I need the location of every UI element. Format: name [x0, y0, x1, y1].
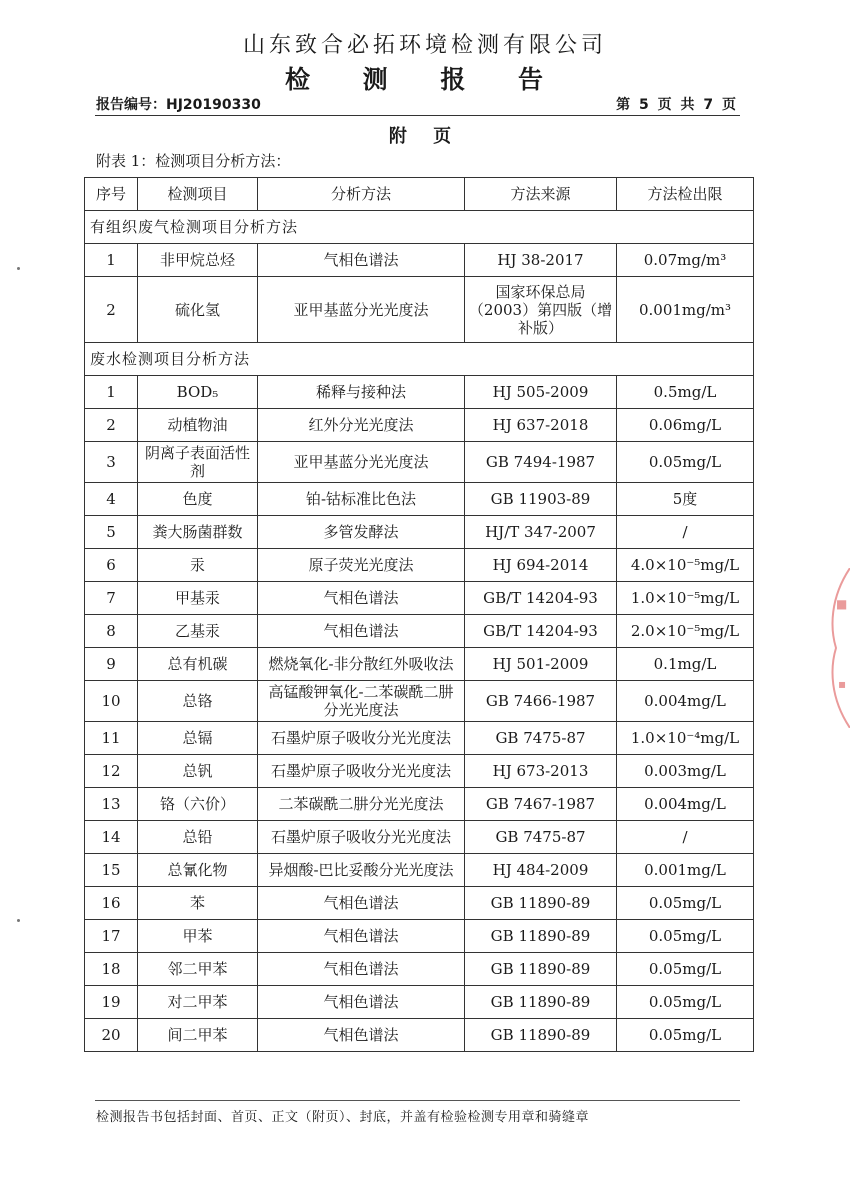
cell-source: 国家环保总局（2003）第四版（增补版）	[465, 277, 617, 343]
cell-limit: 2.0×10⁻⁵mg/L	[617, 615, 754, 648]
cell-limit: 0.004mg/L	[617, 788, 754, 821]
section-header-row	[85, 211, 754, 244]
table-row	[85, 483, 754, 516]
table-row	[85, 854, 754, 887]
cell-item: 对二甲苯	[138, 986, 258, 1019]
page-indicator: 第 5 页 共 7 页	[616, 97, 738, 113]
cell-limit: 1.0×10⁻⁴mg/L	[617, 722, 754, 755]
cell-method: 铂-钴标准比色法	[258, 483, 465, 516]
cell-limit: 4.0×10⁻⁵mg/L	[617, 549, 754, 582]
cell-source: GB 11890-89	[465, 1019, 617, 1052]
company-name: 山东致合必拓环境检测有限公司	[242, 33, 607, 58]
cell-source: GB 7466-1987	[465, 681, 617, 722]
cell-item: 动植物油	[138, 409, 258, 442]
cell-item: 汞	[138, 549, 258, 582]
report-number-value: HJ20190330	[166, 97, 261, 113]
analysis-methods-table	[84, 177, 754, 1052]
cell-method: 红外分光光度法	[258, 409, 465, 442]
cell-source: GB 11903-89	[465, 483, 617, 516]
footer-note: 检测报告书包括封面、首页、正文（附页）、封底，并盖有检验检测专用章和骑缝章	[96, 1110, 590, 1125]
cell-source: HJ 637-2018	[465, 409, 617, 442]
cell-source: HJ 484-2009	[465, 854, 617, 887]
table-row	[85, 887, 754, 920]
cell-item: 总镉	[138, 722, 258, 755]
cell-item: 间二甲苯	[138, 1019, 258, 1052]
cell-item: 总铬	[138, 681, 258, 722]
cell-method: 气相色谱法	[258, 615, 465, 648]
cell-no: 8	[85, 615, 138, 648]
report-title: 检 测 报 告	[284, 65, 566, 94]
cell-no: 13	[85, 788, 138, 821]
cell-no: 16	[85, 887, 138, 920]
cell-no: 5	[85, 516, 138, 549]
cell-method: 气相色谱法	[258, 244, 465, 277]
cell-item: 阴离子表面活性剂	[138, 442, 258, 483]
cell-item: 粪大肠菌群数	[138, 516, 258, 549]
table-row	[85, 582, 754, 615]
cell-source: GB 7494-1987	[465, 442, 617, 483]
cell-source: GB/T 14204-93	[465, 615, 617, 648]
section-title: 废水检测项目分析方法	[85, 343, 754, 376]
scan-speck	[17, 919, 20, 922]
cell-method: 气相色谱法	[258, 986, 465, 1019]
cell-limit: 0.001mg/L	[617, 854, 754, 887]
cell-no: 15	[85, 854, 138, 887]
table-row	[85, 648, 754, 681]
cell-item: 总氰化物	[138, 854, 258, 887]
cell-item: 甲基汞	[138, 582, 258, 615]
cell-method: 气相色谱法	[258, 1019, 465, 1052]
table-row	[85, 1019, 754, 1052]
cell-method: 多管发酵法	[258, 516, 465, 549]
cell-limit: 0.06mg/L	[617, 409, 754, 442]
cell-limit: 0.05mg/L	[617, 953, 754, 986]
cell-item: 色度	[138, 483, 258, 516]
svg-text:▪: ▪	[838, 677, 847, 691]
cell-method: 气相色谱法	[258, 953, 465, 986]
cell-method: 二苯碳酰二肼分光光度法	[258, 788, 465, 821]
cell-method: 燃烧氧化-非分散红外吸收法	[258, 648, 465, 681]
seal-stamp-edge	[824, 568, 850, 728]
cell-item: BOD₅	[138, 376, 258, 409]
cell-source: HJ/T 347-2007	[465, 516, 617, 549]
cell-no: 17	[85, 920, 138, 953]
cell-source: GB 11890-89	[465, 986, 617, 1019]
scan-speck	[17, 267, 20, 270]
cell-item: 非甲烷总烃	[138, 244, 258, 277]
cell-no: 12	[85, 755, 138, 788]
cell-no: 11	[85, 722, 138, 755]
column-header-limit: 方法检出限	[617, 178, 754, 211]
cell-no: 18	[85, 953, 138, 986]
cell-method: 亚甲基蓝分光光度法	[258, 277, 465, 343]
cell-item: 总铅	[138, 821, 258, 854]
header-divider	[95, 115, 740, 116]
cell-method: 高锰酸钾氧化-二苯碳酰二肼分光光度法	[258, 681, 465, 722]
section-header-row	[85, 343, 754, 376]
cell-limit: 0.05mg/L	[617, 920, 754, 953]
table-row	[85, 516, 754, 549]
table-row	[85, 549, 754, 582]
table-body	[85, 211, 754, 1052]
cell-no: 4	[85, 483, 138, 516]
svg-text:■: ■	[836, 597, 848, 611]
table-row	[85, 681, 754, 722]
appendix-title: 附 页	[388, 126, 462, 147]
cell-limit: 0.003mg/L	[617, 755, 754, 788]
cell-limit: 0.001mg/m³	[617, 277, 754, 343]
cell-limit: 0.004mg/L	[617, 681, 754, 722]
section-title: 有组织废气检测项目分析方法	[85, 211, 754, 244]
cell-no: 9	[85, 648, 138, 681]
cell-method: 原子荧光光度法	[258, 549, 465, 582]
cell-source: HJ 505-2009	[465, 376, 617, 409]
table-row	[85, 277, 754, 343]
table-row	[85, 821, 754, 854]
cell-method: 气相色谱法	[258, 582, 465, 615]
cell-source: GB 7467-1987	[465, 788, 617, 821]
cell-limit: 0.07mg/m³	[617, 244, 754, 277]
cell-source: GB 11890-89	[465, 953, 617, 986]
column-header-source: 方法来源	[465, 178, 617, 211]
cell-limit: /	[617, 516, 754, 549]
table-row	[85, 442, 754, 483]
cell-limit: 0.05mg/L	[617, 1019, 754, 1052]
cell-limit: 0.05mg/L	[617, 887, 754, 920]
cell-item: 铬（六价）	[138, 788, 258, 821]
table-row	[85, 244, 754, 277]
cell-source: HJ 501-2009	[465, 648, 617, 681]
cell-source: GB 11890-89	[465, 887, 617, 920]
cell-no: 1	[85, 244, 138, 277]
table-row	[85, 722, 754, 755]
cell-source: GB 7475-87	[465, 821, 617, 854]
report-number-label: 报告编号：	[96, 97, 166, 113]
cell-no: 20	[85, 1019, 138, 1052]
cell-source: GB 11890-89	[465, 920, 617, 953]
footer-divider	[95, 1100, 740, 1101]
cell-limit: 0.5mg/L	[617, 376, 754, 409]
cell-limit: 0.05mg/L	[617, 986, 754, 1019]
cell-limit: 0.05mg/L	[617, 442, 754, 483]
cell-no: 14	[85, 821, 138, 854]
report-number	[96, 94, 261, 114]
cell-no: 2	[85, 409, 138, 442]
cell-item: 乙基汞	[138, 615, 258, 648]
table-row	[85, 788, 754, 821]
cell-no: 1	[85, 376, 138, 409]
cell-item: 总有机碳	[138, 648, 258, 681]
table-row	[85, 615, 754, 648]
cell-item: 硫化氢	[138, 277, 258, 343]
cell-limit: 5度	[617, 483, 754, 516]
cell-item: 甲苯	[138, 920, 258, 953]
cell-source: HJ 694-2014	[465, 549, 617, 582]
cell-method: 石墨炉原子吸收分光光度法	[258, 821, 465, 854]
cell-method: 气相色谱法	[258, 920, 465, 953]
cell-no: 6	[85, 549, 138, 582]
cell-item: 邻二甲苯	[138, 953, 258, 986]
cell-item: 苯	[138, 887, 258, 920]
cell-source: HJ 673-2013	[465, 755, 617, 788]
cell-method: 石墨炉原子吸收分光光度法	[258, 755, 465, 788]
cell-no: 3	[85, 442, 138, 483]
table-row	[85, 409, 754, 442]
table-caption: 附表 1：检测项目分析方法：	[96, 152, 291, 170]
cell-limit: 1.0×10⁻⁵mg/L	[617, 582, 754, 615]
table-row	[85, 920, 754, 953]
cell-source: GB 7475-87	[465, 722, 617, 755]
cell-method: 稀释与接种法	[258, 376, 465, 409]
cell-method: 亚甲基蓝分光光度法	[258, 442, 465, 483]
table-row	[85, 986, 754, 1019]
cell-no: 10	[85, 681, 138, 722]
cell-no: 2	[85, 277, 138, 343]
cell-limit: 0.1mg/L	[617, 648, 754, 681]
column-header-no: 序号	[85, 178, 138, 211]
table-row	[85, 953, 754, 986]
cell-method: 石墨炉原子吸收分光光度法	[258, 722, 465, 755]
cell-source: HJ 38-2017	[465, 244, 617, 277]
cell-no: 19	[85, 986, 138, 1019]
table-header-row	[85, 178, 754, 211]
column-header-method: 分析方法	[258, 178, 465, 211]
cell-method: 气相色谱法	[258, 887, 465, 920]
table-row	[85, 755, 754, 788]
column-header-item: 检测项目	[138, 178, 258, 211]
table-row	[85, 376, 754, 409]
cell-limit: /	[617, 821, 754, 854]
cell-no: 7	[85, 582, 138, 615]
cell-method: 异烟酸-巴比妥酸分光光度法	[258, 854, 465, 887]
cell-item: 总钒	[138, 755, 258, 788]
cell-source: GB/T 14204-93	[465, 582, 617, 615]
